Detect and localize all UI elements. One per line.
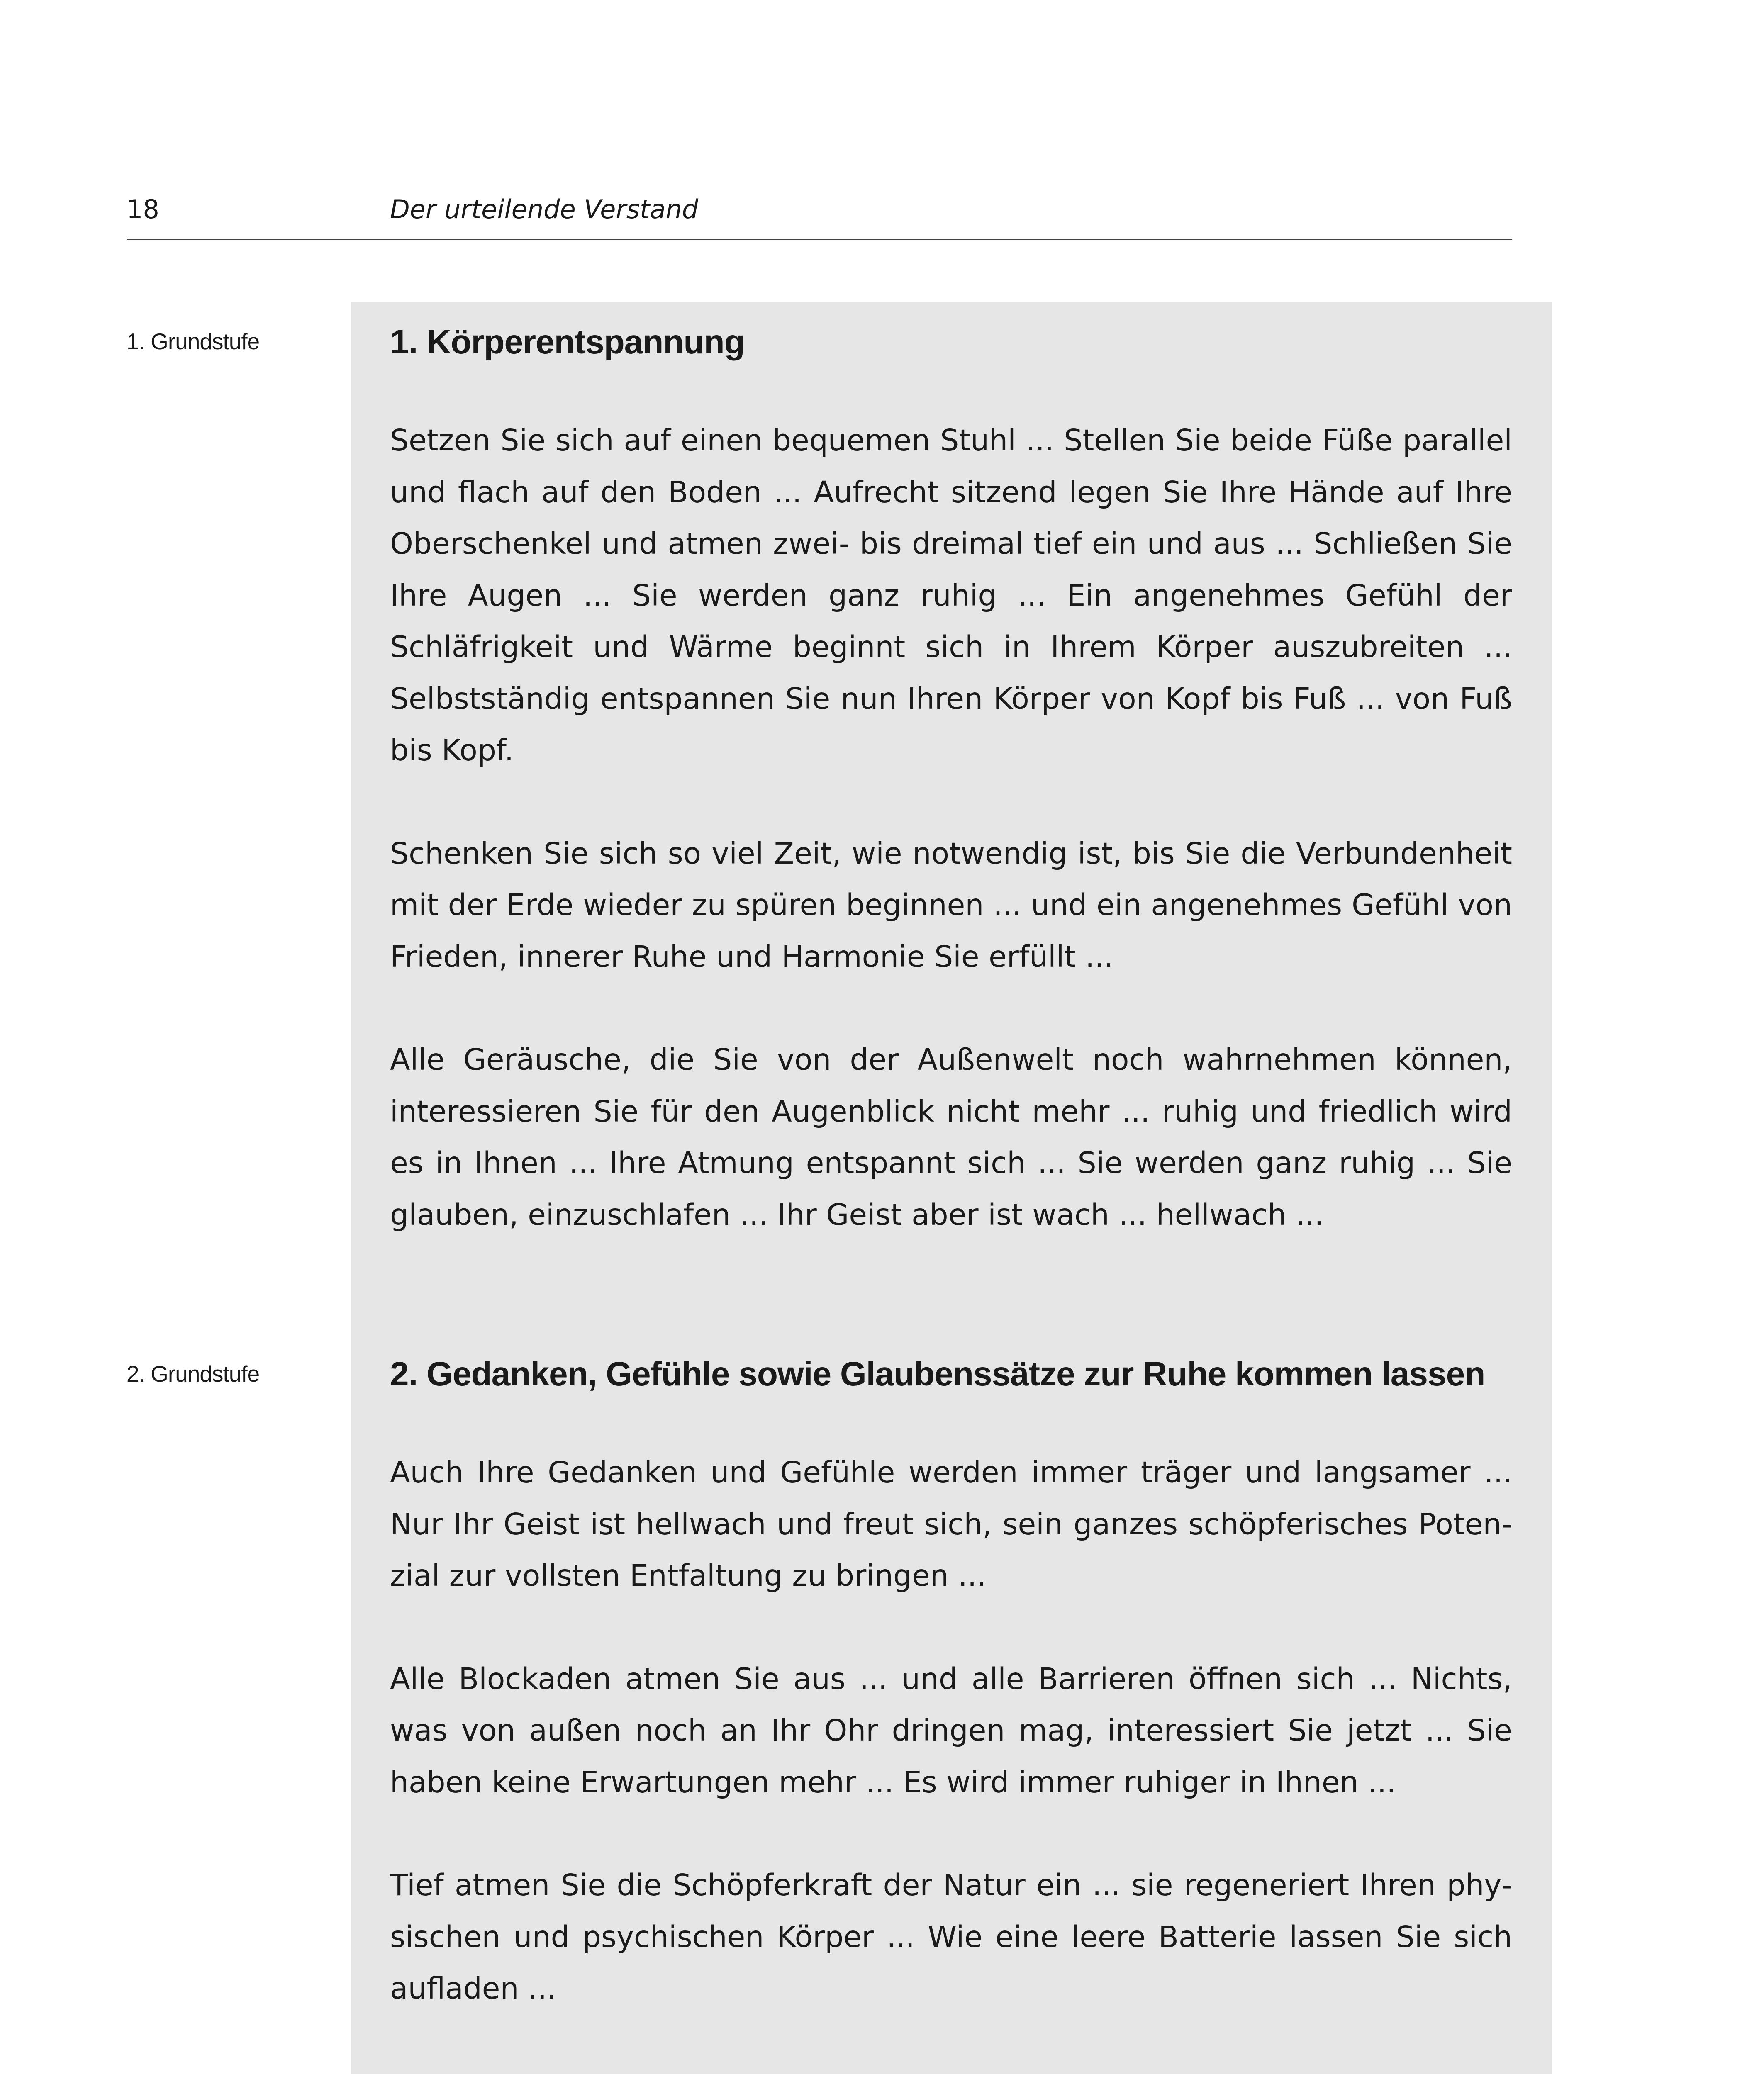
- margin-note-stage-2: 2. Grundstufe: [127, 1361, 260, 1387]
- running-header: [127, 193, 1512, 240]
- paragraph: Alle Blockaden atmen Sie aus ... und alle Barrieren öffnen sich ... Nichts, was von außen noch an Ihr Ohr dringen mag, interessiert Sie jetzt ... Sie haben keine Erwartungen mehr ... Es wird immer ruhiger in Ihnen ...: [390, 1661, 1512, 1799]
- paragraph: [390, 2066, 1512, 2074]
- page-number: 18: [127, 194, 159, 224]
- section-koerperentspannung: [390, 319, 1512, 1241]
- paragraph: Tief atmen Sie die Schöpferkraft der Natur ein ... sie regeneriert Ihren physischen und psychischen Körper ... Wie eine leere Batterie lassen Sie sich aufladen ...: [390, 1868, 1512, 2006]
- paragraph: Auch Ihre Gedanken und Gefühle werden immer träger und langsamer ... Nur Ihr Geist ist hellwach und freut sich, sein ganzes schöpferisches Potenzial zur vollsten Entfaltung zu bringen ...: [390, 1455, 1512, 1593]
- paragraph: Schenken Sie sich so viel Zeit, wie notwendig ist, bis Sie die Verbundenheit mit der Erde wieder zu spüren beginnen ... und ein angenehmes Gefühl von Frieden, innerer Ruhe und Harmonie Sie erfüllt ...: [390, 836, 1512, 974]
- paragraph: Alle Geräusche, die Sie von der Außenwelt noch wahrnehmen können, interessieren Sie für den Augenblick nicht mehr ... ruhig und friedlich wird es in Ihnen ... Ihre Atmung entspannt sich ... Sie werden ganz ruhig ... Sie glauben, einzuschlafen ... Ihr Geist aber ist wach ... hellwach ...: [390, 1042, 1512, 1232]
- section-title: 2. Gedanken, Gefühle sowie Glaubenssätze zur Ruhe kommen lassen: [390, 1355, 1485, 1393]
- paragraph: Setzen Sie sich auf einen bequemen Stuhl ... Stellen Sie beide Füße parallel und flach auf den Boden ... Aufrecht sitzend legen Sie Ihre Hände auf Ihre Oberschenkel und atmen zwei- bis dreimal tief ein und aus ... Schließen Sie Ihre Augen ... Sie werden ganz ruhig ... Ein angenehmes Gefühl der Schläfrigkeit und Wärme beginnt sich in Ihrem Körper auszubreiten ... Selbstständig entspannen Sie nun Ihren Körper von Kopf bis Fuß ... von Fuß bis Kopf.: [390, 423, 1512, 767]
- section-title: 1. Körperentspannung: [390, 323, 745, 361]
- margin-note-stage-1: 1. Grundstufe: [127, 329, 260, 354]
- section-gedanken-gefuehle: [390, 1351, 1512, 2074]
- running-title: Der urteilende Verstand: [390, 194, 699, 224]
